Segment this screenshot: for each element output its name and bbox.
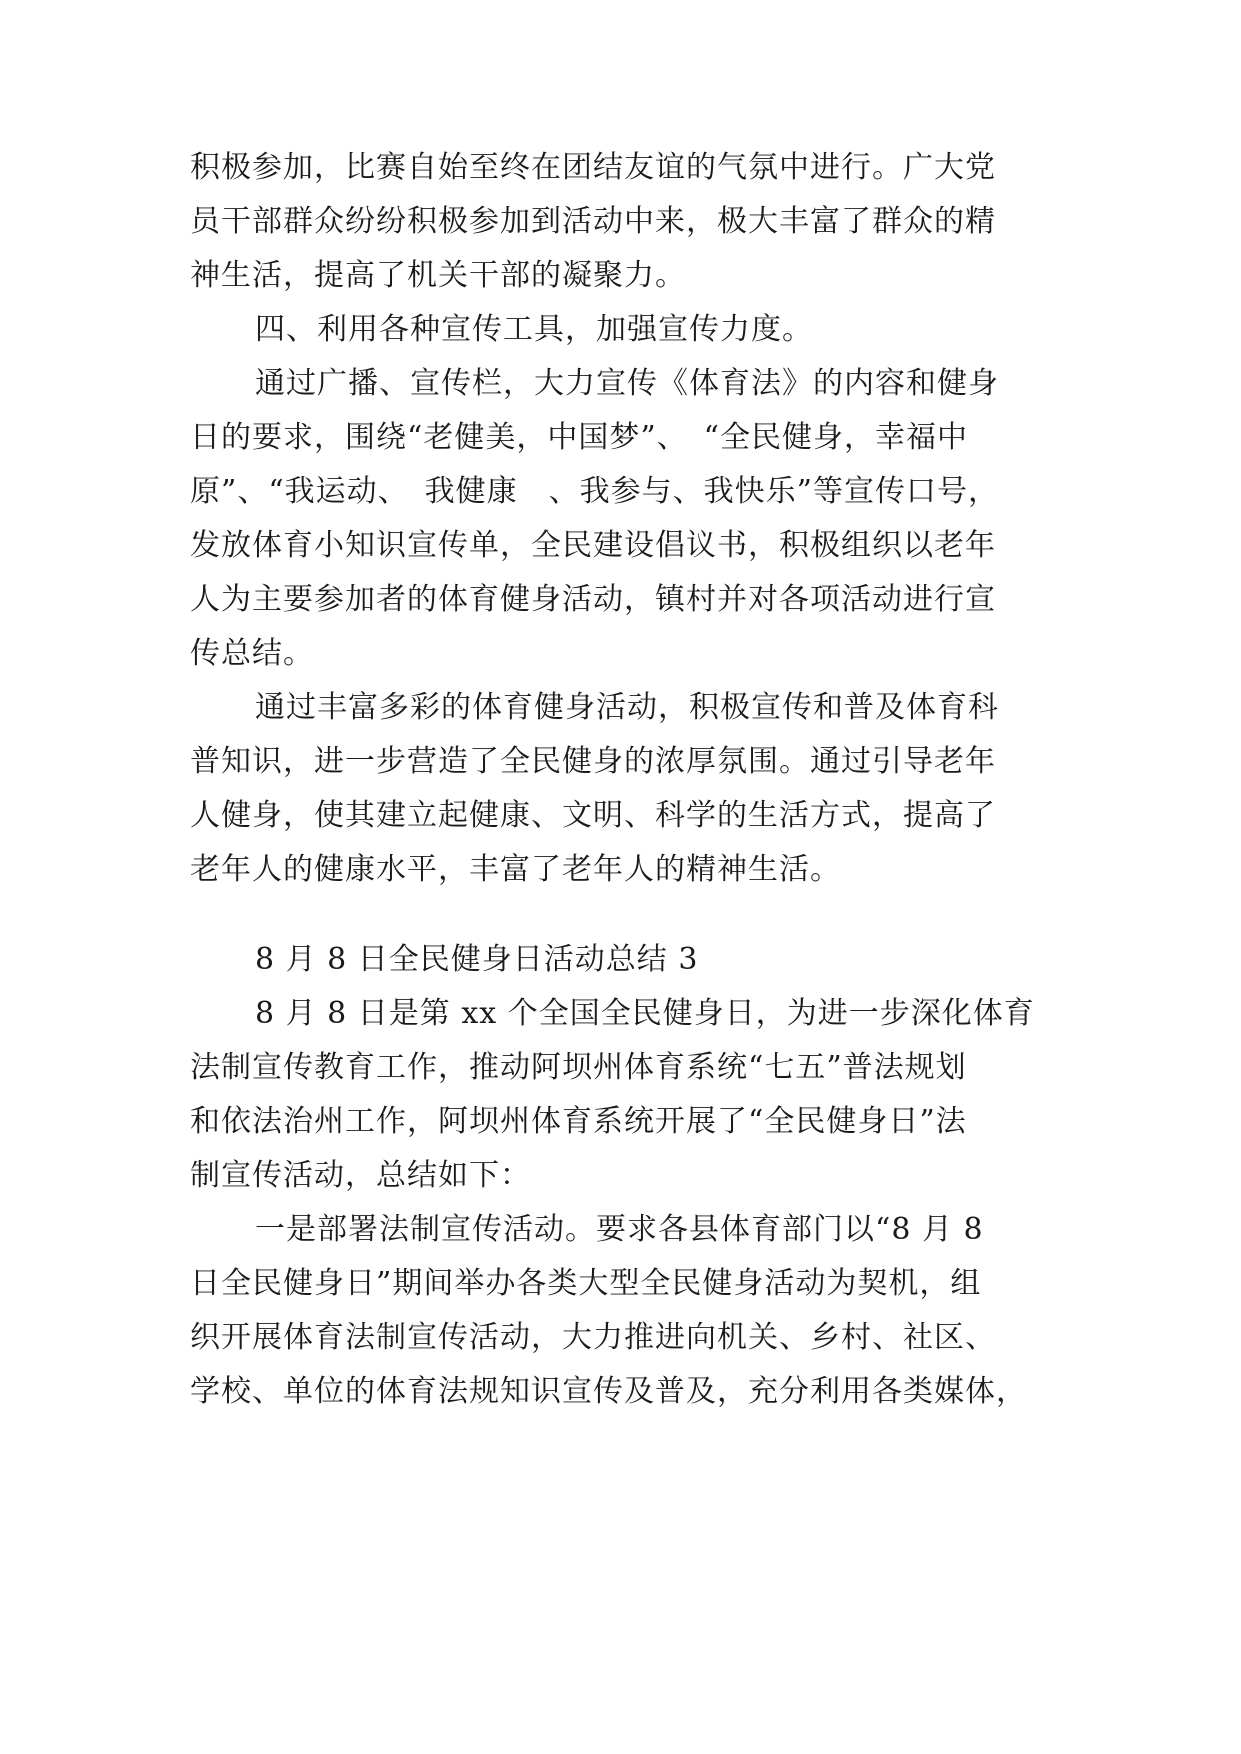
paragraph-line: 老年人的健康水平，丰富了老年人的精神生活。 <box>190 852 841 887</box>
section-title: 8 月 8 日全民健身日活动总结 3 <box>255 942 699 977</box>
paragraph-line: 日全民健身日”期间举办各类大型全民健身活动为契机，组 <box>190 1266 982 1301</box>
paragraph-line: 制宣传活动，总结如下： <box>190 1158 531 1193</box>
paragraph-line: 普知识，进一步营造了全民健身的浓厚氛围。通过引导老年 <box>190 744 996 779</box>
paragraph-line: 法制宣传教育工作，推动阿坝州体育系统“七五”普法规划 <box>190 1050 967 1085</box>
section-heading: 四、利用各种宣传工具，加强宣传力度。 <box>255 312 813 347</box>
paragraph-line: 员干部群众纷纷积极参加到活动中来，极大丰富了群众的精 <box>190 204 996 239</box>
paragraph-line: 积极参加，比赛自始至终在团结友谊的气氛中进行。广大党 <box>190 150 996 185</box>
paragraph-line: 一是部署法制宣传活动。要求各县体育部门以“8 月 8 <box>255 1212 984 1247</box>
paragraph-line: 传总结。 <box>190 636 314 671</box>
paragraph-line: 发放体育小知识宣传单，全民建设倡议书，积极组织以老年 <box>190 528 996 563</box>
paragraph-line: 神生活，提高了机关干部的凝聚力。 <box>190 258 686 293</box>
paragraph-line: 人健身，使其建立起健康、文明、科学的生活方式，提高了 <box>190 798 996 833</box>
paragraph-line: 8 月 8 日是第 xx 个全国全民健身日，为进一步深化体育 <box>255 996 1035 1031</box>
paragraph-line: 人为主要参加者的体育健身活动，镇村并对各项活动进行宣 <box>190 582 996 617</box>
paragraph-line: 日的要求，围绕“老健美，中国梦”、 “全民健身，幸福中 <box>190 420 969 455</box>
paragraph-line: 织开展体育法制宣传活动，大力推进向机关、乡村、社区、 <box>190 1320 996 1355</box>
paragraph-line: 通过丰富多彩的体育健身活动，积极宣传和普及体育科 <box>255 690 999 725</box>
paragraph-line: 原”、“我运动、 我健康 、我参与、我快乐”等宣传口号， <box>190 474 1000 509</box>
paragraph-line: 通过广播、宣传栏，大力宣传《体育法》的内容和健身 <box>255 366 999 401</box>
paragraph-line: 和依法治州工作，阿坝州体育系统开展了“全民健身日”法 <box>190 1104 967 1139</box>
paragraph-line: 学校、单位的体育法规知识宣传及普及，充分利用各类媒体， <box>190 1374 1027 1409</box>
